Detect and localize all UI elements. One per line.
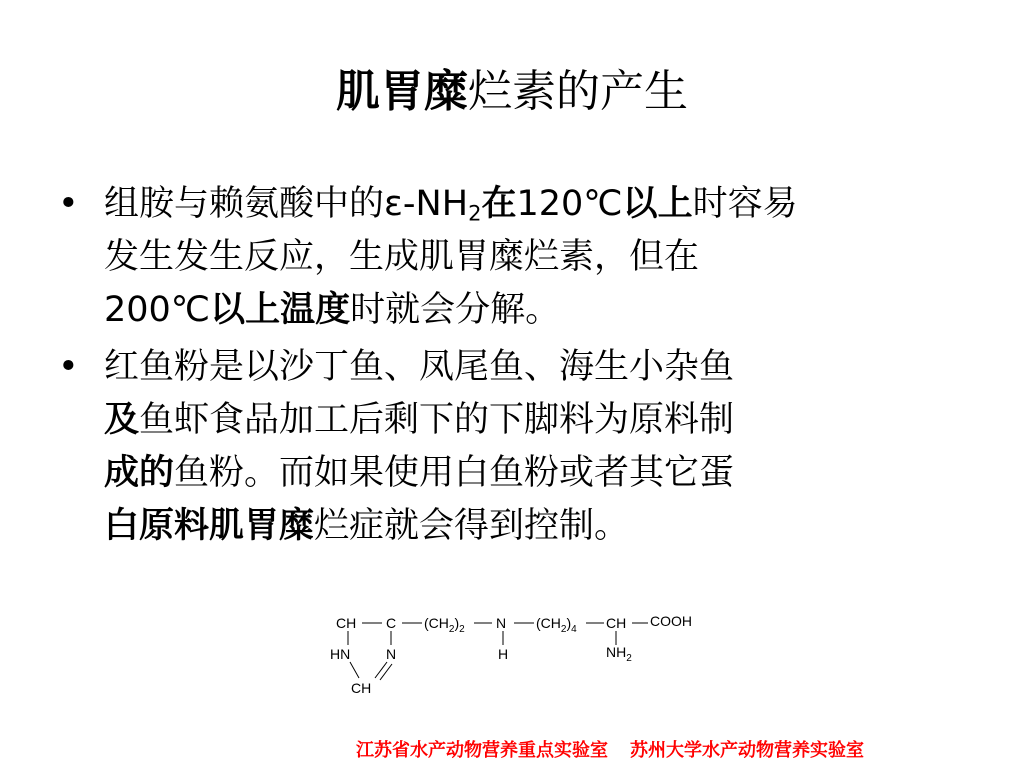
bullet-dot-icon: • <box>58 347 79 387</box>
bullet-2-text-4: 烂症就会得到控制。 <box>314 506 630 546</box>
atom-c: C <box>386 615 397 631</box>
slide-title <box>0 62 1024 122</box>
bond-n-ch-double-1 <box>375 662 387 678</box>
bullet-1-subscript: 2 <box>468 201 482 226</box>
bullet-1-text-4: 发生发生反应，生成肌胃糜烂素，但在 <box>104 237 700 277</box>
slide-title-regular: 烂素的产生 <box>468 66 688 117</box>
group-nh2: $NH_2$ <box>606 644 632 664</box>
bullet-1-bold-3: 以上温度 <box>210 290 351 330</box>
slide-title-bold: 肌胃糜 <box>336 66 468 117</box>
bullet-1-text-3: 时容易 <box>692 184 798 224</box>
bullet-1-text-1: 组胺与赖氨酸中的ε-NH <box>104 184 469 224</box>
bullet-1-text-6: 时就会分解。 <box>350 290 561 330</box>
footer-institutions <box>356 736 864 762</box>
bullet-2-bold-1: 及 <box>104 400 140 440</box>
bullet-item-1 <box>58 178 958 337</box>
atom-ch: CH <box>606 615 627 631</box>
atom-ch-bottom: CH <box>351 680 372 696</box>
footer-lab-jiangsu: 江苏省水产动物营养重点实验室 <box>356 740 608 761</box>
gizzerosine-structure-diagram <box>320 605 720 705</box>
bullet-dot-icon: • <box>58 184 79 224</box>
bullet-2-text-2: 鱼虾食品加工后剩下的下脚料为原料制 <box>139 400 735 440</box>
bullet-item-2 <box>58 341 958 553</box>
bullet-1-bold-2: 以上 <box>622 184 693 224</box>
atom-hn: HN <box>330 646 351 662</box>
atom-n: N <box>496 615 507 631</box>
atom-n-ring: N <box>386 646 397 662</box>
bullet-1-text-2: 120℃ <box>516 184 623 224</box>
group-ch2-2: $(CH_2)_2$ <box>424 615 465 635</box>
bond-n-ch-double-2 <box>380 664 392 680</box>
atom-h: H <box>498 646 509 662</box>
bullet-1-bold-1: 在 <box>481 184 517 224</box>
bullet-2-text-1: 红鱼粉是以沙丁鱼、凤尾鱼、海生小杂鱼 <box>104 347 735 387</box>
atom-ch-top: CH <box>336 615 357 631</box>
bullet-1-text-5: 200℃ <box>104 290 211 330</box>
bullet-2-bold-2: 成的 <box>104 453 175 493</box>
bullet-list <box>58 178 958 553</box>
group-cooh: COOH <box>650 613 692 629</box>
bond-hn-ch <box>350 662 359 678</box>
group-ch2-4: $(CH_2)_4$ <box>536 615 577 635</box>
footer-lab-soochow: 苏州大学水产动物营养实验室 <box>630 740 864 761</box>
bullet-2-text-3: 鱼粉。而如果使用白鱼粉或者其它蛋 <box>174 453 735 493</box>
bullet-2-bold-3: 白原料肌胃糜 <box>104 506 315 546</box>
